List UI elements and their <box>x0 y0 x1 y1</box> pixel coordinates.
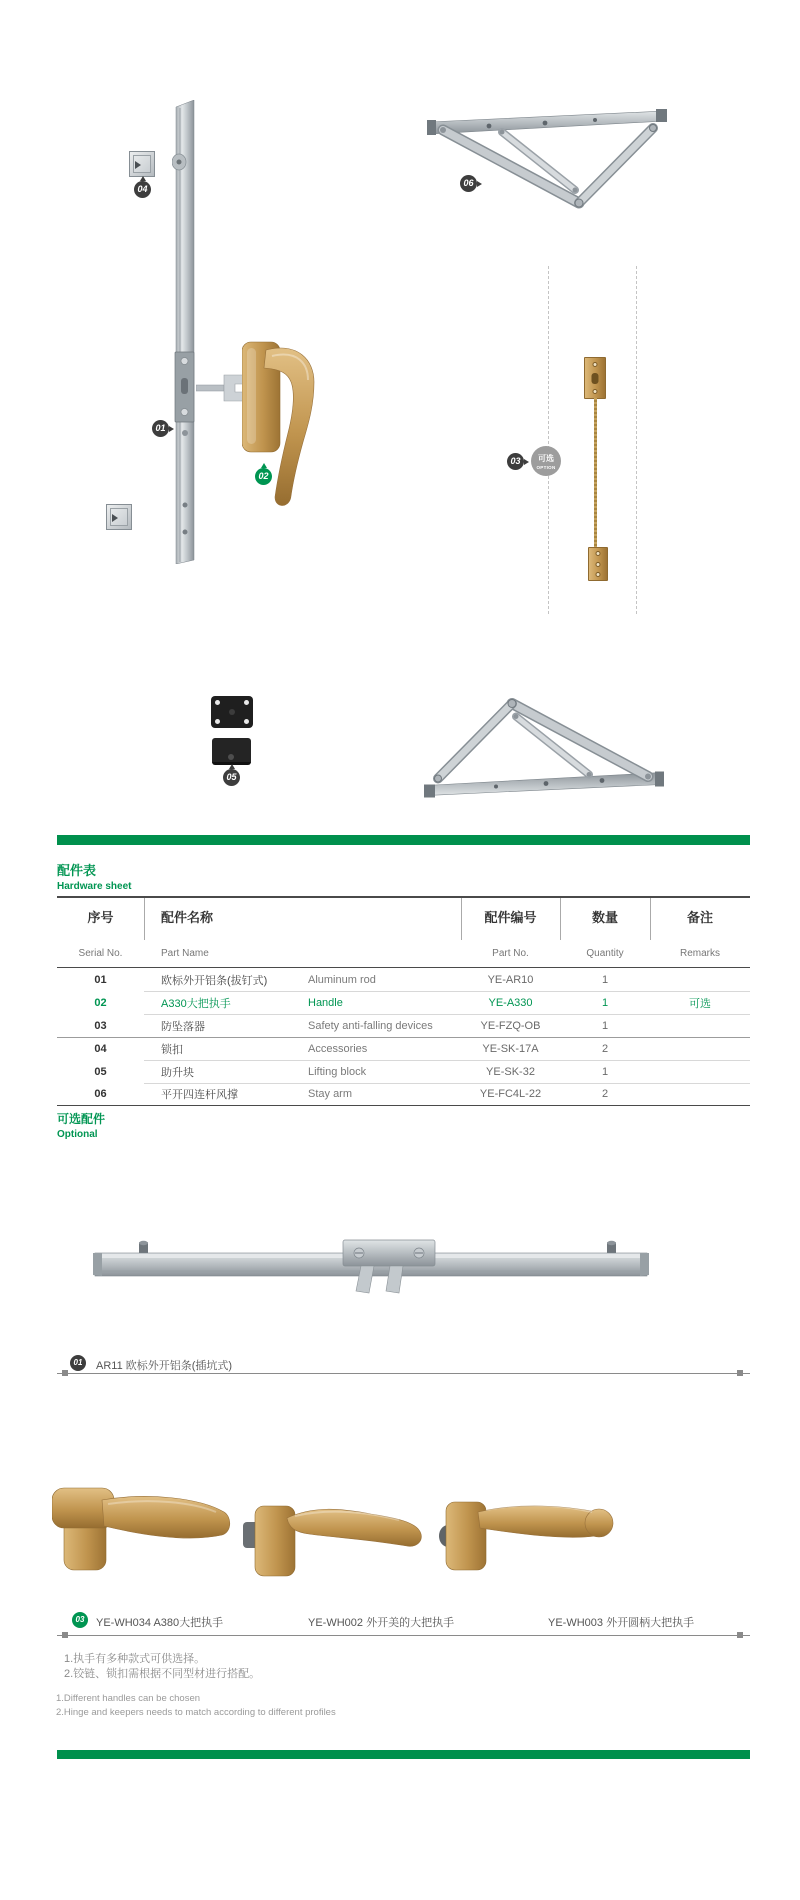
cell-name-en: Accessories <box>308 1042 368 1055</box>
dashed-guide-left <box>548 266 549 614</box>
cell-part-no: YE-AR10 <box>487 973 534 986</box>
badge-03: 03 <box>507 453 524 470</box>
cell-name-cn: 防坠落器 <box>161 1020 205 1033</box>
optional-title-cn: 可选配件 <box>57 1112 106 1126</box>
cell-part-no: YE-FZQ-OB <box>480 1019 541 1032</box>
table-row <box>57 1014 750 1037</box>
cell-part-no: YE-SK-32 <box>486 1065 535 1078</box>
header-separator <box>461 898 462 940</box>
table-header-row <box>57 898 750 968</box>
optional-marker-circle: 可选 OPTION <box>531 446 561 476</box>
cell-serial: 03 <box>94 1019 107 1032</box>
accessory-block-image <box>211 696 253 728</box>
cell-qty: 1 <box>601 973 609 986</box>
note-en-2: 2.Hinge and keepers needs to match according to different profiles <box>56 1706 336 1718</box>
keeper-wedge <box>135 161 141 169</box>
header-separator <box>650 898 651 940</box>
handle-image-wh003 <box>436 1466 626 1581</box>
horizontal-rod-image <box>93 1238 649 1298</box>
ar11-label: AR11 欧标外开铝条(插坑式) <box>96 1360 233 1372</box>
lock-keeper-image-top <box>129 151 155 177</box>
header-quantity: 数量 Quantity <box>586 910 624 959</box>
dashed-guide-right <box>636 266 637 614</box>
table-row <box>57 1037 750 1060</box>
cell-name-cn: 助升块 <box>161 1066 194 1079</box>
cell-part-no: YE-A330 <box>488 996 533 1009</box>
handle-image-wh034 <box>52 1462 237 1587</box>
handle-label-wh002: YE-WH002 外开美的大把执手 <box>308 1617 455 1629</box>
optional-heading <box>57 1110 105 1140</box>
badge-06: 06 <box>460 175 477 192</box>
cell-part-no: YE-FC4L-22 <box>479 1088 542 1100</box>
header-serial: 序号 Serial No. <box>78 910 123 959</box>
handle-label-wh003: YE-WH003 外开圆柄大把执手 <box>548 1617 695 1629</box>
header-separator <box>144 898 145 940</box>
badge-02: 02 <box>255 468 272 485</box>
table-row <box>57 1060 750 1083</box>
handles-badge: 03 <box>72 1612 88 1628</box>
header-part-no: 配件编号 Part No. <box>484 910 537 959</box>
cell-qty: 1 <box>601 996 609 1009</box>
header-remarks: 备注 Remarks <box>679 910 720 959</box>
cell-part-no: YE-SK-17A <box>482 1042 539 1055</box>
line-end-square <box>62 1370 68 1376</box>
cell-serial: 06 <box>94 1088 107 1100</box>
separator-line-2 <box>57 1635 750 1636</box>
cell-name-cn: 锁扣 <box>161 1043 183 1056</box>
hardware-sheet-title-en: Hardware sheet <box>57 881 132 892</box>
hardware-sheet-heading <box>57 860 131 892</box>
cell-serial: 04 <box>94 1042 107 1055</box>
stay-arm-image-bottom <box>424 693 664 808</box>
cell-remarks: 可选 <box>689 997 711 1010</box>
header-separator <box>560 898 561 940</box>
handle-image-main <box>242 336 324 516</box>
notes-english <box>56 1692 336 1720</box>
cell-name-en: Handle <box>308 996 343 1009</box>
handle-label-wh034: YE-WH034 A380大把执手 <box>96 1617 224 1629</box>
line-end-square <box>737 1632 743 1638</box>
cell-qty: 2 <box>601 1088 609 1100</box>
cell-name-en: Safety anti-falling devices <box>308 1019 433 1032</box>
section-divider-bar-top <box>57 835 750 845</box>
badge-05: 05 <box>223 769 240 786</box>
table-row <box>57 991 750 1014</box>
product-gallery <box>0 0 800 830</box>
cell-name-cn: 平开四连杆风撑 <box>161 1089 238 1101</box>
cell-serial: 01 <box>94 973 107 986</box>
note-cn-2: 2.铰链、锁扣需根据不同型材进行搭配。 <box>64 1667 261 1680</box>
handle-image-wh002 <box>243 1470 428 1585</box>
lock-keeper-image-bottom <box>106 504 132 530</box>
line-end-square <box>737 1370 743 1376</box>
cell-name-cn: 欧标外开铝条(拔钉式) <box>161 974 268 987</box>
cell-qty: 1 <box>601 1019 609 1032</box>
cell-qty: 1 <box>601 1065 609 1078</box>
cell-name-en: Stay arm <box>308 1088 353 1100</box>
table-row <box>57 968 750 991</box>
hardware-table <box>57 896 750 1106</box>
hardware-sheet-title-cn: 配件表 <box>57 863 97 878</box>
separator-line-1 <box>57 1373 750 1374</box>
vertical-rod-image <box>172 100 198 564</box>
lifting-block-image <box>212 738 251 765</box>
cell-name-cn: A330大把执手 <box>161 997 231 1010</box>
table-row <box>57 1083 750 1106</box>
badge-01: 01 <box>152 420 169 437</box>
cell-name-en: Aluminum rod <box>308 973 376 986</box>
header-part-name: 配件名称 Part Name <box>161 910 214 959</box>
stay-arm-image-top <box>427 106 667 218</box>
anti-fall-block-top <box>584 357 606 399</box>
line-end-square <box>62 1632 68 1638</box>
section-divider-bar-bottom <box>57 1750 750 1759</box>
badge-04: 04 <box>134 181 151 198</box>
note-en-1: 1.Different handles can be chosen <box>56 1693 201 1704</box>
notes-chinese <box>64 1652 260 1682</box>
anti-fall-cable <box>594 398 597 548</box>
note-cn-1: 1.执手有多种款式可供选择。 <box>64 1653 206 1665</box>
cell-name-en: Lifting block <box>308 1065 367 1078</box>
cell-serial: 02 <box>94 996 107 1009</box>
optional-title-en: Optional <box>57 1129 98 1140</box>
cell-qty: 2 <box>601 1042 609 1055</box>
anti-fall-block-bottom <box>588 547 608 581</box>
keeper-wedge <box>112 514 118 522</box>
cell-serial: 05 <box>94 1065 107 1078</box>
ar11-badge: 01 <box>70 1355 86 1371</box>
